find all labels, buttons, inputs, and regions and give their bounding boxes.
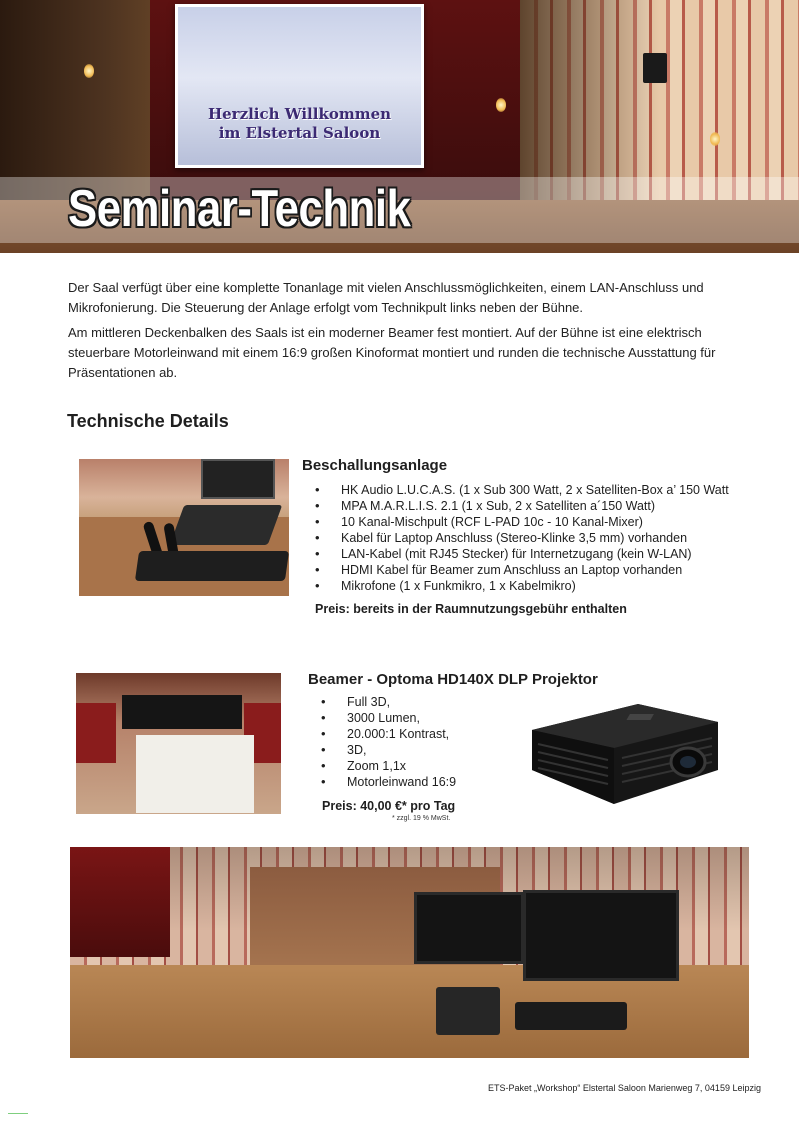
projector-product-image bbox=[528, 700, 721, 812]
intro-paragraph: Der Saal verfügt über eine komplette Tonanlage mit vielen Anschlussmöglichkeiten, einem LAN-Anschluss und Mikrofonierung. Die Steuerung der Anlage erfolgt vom Technikpult links neben der Bühne. bbox=[68, 280, 704, 315]
projector-title: Beamer - Optoma HD140X DLP Projektor bbox=[308, 671, 598, 688]
beamer-screen-photo bbox=[76, 673, 281, 814]
photo-mixer bbox=[170, 505, 283, 545]
hero-banner bbox=[0, 0, 799, 253]
hero-screen-line-1: Herzlich Willkommen bbox=[207, 105, 392, 123]
photo-keyboard bbox=[135, 551, 289, 581]
vat-note: * zzgl. 19 % MwSt. bbox=[392, 815, 451, 822]
hero-projection-screen bbox=[175, 4, 424, 168]
list-item: • Zoom 1,1x bbox=[321, 758, 456, 774]
sound-system-photo bbox=[79, 459, 289, 596]
photo-ceiling-projector bbox=[122, 695, 242, 729]
projector-price: Preis: 40,00 €* pro Tag bbox=[322, 799, 456, 813]
intro-paragraph: Am mittleren Deckenbalken des Saals ist ein moderner Beamer fest montiert. Auf der Bühne ist eine elektrisch steuerbare Motorleinwand mit einem 16:9 großen Kinoformat montiert und runden die technische Ausstattung für Präsentationen ab. bbox=[68, 325, 716, 380]
list-item: • Motorleinwand 16:9 bbox=[321, 774, 456, 790]
photo-monitor bbox=[414, 892, 524, 964]
sound-system-price: Preis: bereits in der Raumnutzungsgebühr enthalten bbox=[315, 602, 627, 616]
list-item: • 10 Kanal-Mischpult (RCF L-PAD 10c - 10 Kanal-Mixer) bbox=[315, 514, 729, 530]
hero-wall-lamp bbox=[710, 132, 720, 146]
list-item: • 20.000:1 Kontrast, bbox=[321, 726, 456, 742]
list-item: • Kabel für Laptop Anschluss (Stereo-Klinke 3,5 mm) vorhanden bbox=[315, 530, 729, 546]
list-item: • Mikrofone (1 x Funkmikro, 1 x Kabelmikro) bbox=[315, 578, 729, 594]
photo-curtain bbox=[76, 703, 116, 763]
hero-screen-line-2: im Elstertal Saloon bbox=[218, 124, 381, 142]
list-item: • 3000 Lumen, bbox=[321, 710, 456, 726]
hero-wall-lamp bbox=[84, 64, 94, 78]
list-item: • HK Audio L.U.C.A.S. (1 x Sub 300 Watt, 2 x Satelliten-Box a’ 150 Watt bbox=[315, 482, 729, 498]
hero-screen-text bbox=[178, 105, 421, 143]
list-item: • MPA M.A.R.L.I.S. 2.1 (1 x Sub, 2 x Satelliten a´150 Watt) bbox=[315, 498, 729, 514]
control-desk-photo bbox=[70, 847, 749, 1058]
footer: ETS-Paket „Workshop“ Elstertal Saloon Marienweg 7, 04159 Leipzig bbox=[488, 1083, 761, 1093]
hero-wall-lamp bbox=[496, 98, 506, 112]
photo-keyboard bbox=[515, 1002, 627, 1030]
section-heading: Technische Details bbox=[67, 411, 229, 431]
photo-motor-screen bbox=[136, 735, 254, 813]
list-item: • LAN-Kabel (mit RJ45 Stecker) für Internetzugang (kein W-LAN) bbox=[315, 546, 729, 562]
sound-system-list bbox=[315, 482, 729, 594]
photo-monitor bbox=[523, 890, 679, 981]
projector-list bbox=[321, 694, 456, 790]
corner-mark bbox=[8, 1113, 28, 1114]
photo-curtain bbox=[70, 847, 170, 957]
projector-icon bbox=[528, 700, 721, 812]
hero-wall-speaker bbox=[643, 53, 667, 83]
intro-text bbox=[68, 278, 728, 388]
sound-system-title: Beschallungsanlage bbox=[302, 457, 448, 474]
page-title: Seminar-Technik bbox=[68, 180, 411, 238]
photo-mixer bbox=[436, 987, 500, 1035]
photo-monitor bbox=[201, 459, 275, 499]
list-item: • 3D, bbox=[321, 742, 456, 758]
list-item: • HDMI Kabel für Beamer zum Anschluss an Laptop vorhanden bbox=[315, 562, 729, 578]
list-item: • Full 3D, bbox=[321, 694, 456, 710]
